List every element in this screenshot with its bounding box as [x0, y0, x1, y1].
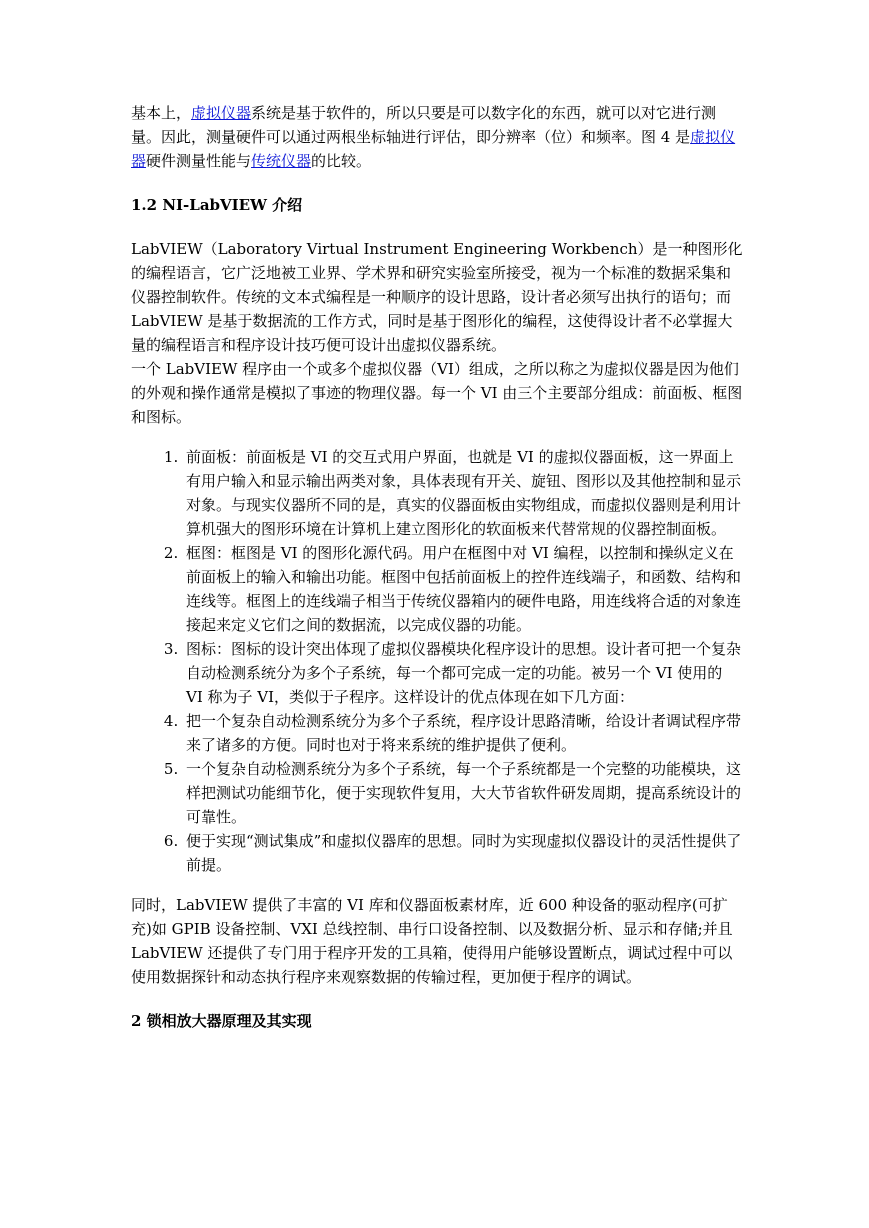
section-heading-2: 2 锁相放大器原理及其实现: [131, 1012, 312, 1030]
labview-vi-paragraph: 一个 LabVIEW 程序由一个或多个虚拟仪器（VI）组成，之所以称之为虚拟仪器是因为他们的外观和操作通常是模拟了事迹的物理仪器。每一个 VI 由三个主要部分组成：前面板、框图和图标。: [131, 360, 743, 426]
intro-text-1: 基本上，: [131, 104, 192, 122]
list-item: 3. 图标：图标的设计突出体现了虚拟仪器模块化程序设计的思想。设计者可把一个复杂自动检测系统分为多个子系统，每一个都可完成一定的功能。被另一个 VI 使用的 VI 称为子 VI，类似于子程序。这样设计的优点体现在如下几方面：: [183, 637, 743, 709]
spacer: [131, 217, 743, 237]
list-item: 5. 一个复杂自动检测系统分为多个子系统，每一个子系统都是一个完整的功能模块，这样把测试功能细节化，便于实现软件复用，大大节省软件研发周期，提高系统设计的可靠性。: [183, 757, 743, 829]
list-item: 4. 把一个复杂自动检测系统分为多个子系统，程序设计思路清晰，给设计者调试程序带来了诸多的方便。同时也对于将来系统的维护提供了便利。: [183, 709, 743, 757]
intro-text-4: 的比较。: [311, 152, 372, 170]
intro-text-3: 硬件测量性能与: [146, 152, 252, 170]
labview-library-paragraph: 同时，LabVIEW 提供了丰富的 VI 库和仪器面板素材库，近 600 种设备的驱动程序(可扩充)如 GPIB 设备控制、VXI 总线控制、串行口设备控制、以及数据分析、显示和存储;并且 LabVIEW 还提供了专门用于程序开发的工具箱，使得用户能够设置断点，调试过程中可以使用数据探针和动态执行程序来观察数据的传输过程，更加便于程序的调试。: [131, 896, 733, 986]
spacer: [131, 173, 743, 193]
link-virtual-instrument-2[interactable]: 虚拟仪器: [131, 128, 736, 170]
document-page: [131, 101, 743, 1033]
list-item: 6. 便于实现“测试集成”和虚拟仪器库的思想。同时为实现虚拟仪器设计的灵活性提供了前提。: [183, 829, 743, 877]
link-virtual-instrument-1[interactable]: 虚拟仪器: [191, 104, 252, 122]
list-item: 2. 框图：框图是 VI 的图形化源代码。用户在框图中对 VI 编程，以控制和操纵定义在前面板上的输入和输出功能。框图中包括前面板上的控件连线端子，和函数、结构和连线等。框图上的连线端子相当于传统仪器箱内的硬件电路，用连线将合适的对象连接起来定义它们之间的数据流，以完成仪器的功能。: [183, 541, 743, 637]
list-item: 1. 前面板：前面板是 VI 的交互式用户界面，也就是 VI 的虚拟仪器面板，这一界面上有用户输入和显示输出两类对象，具体表现有开关、旋钮、图形以及其他控制和显示对象。与现实仪器所不同的是，真实的仪器面板由实物组成，而虚拟仪器则是利用计算机强大的图形环境在计算机上建立图形化的软面板来代替常规的仪器控制面板。: [183, 445, 743, 541]
spacer: [131, 429, 743, 445]
link-traditional-instrument[interactable]: 传统仪器: [251, 152, 312, 170]
intro-text-2: 系统是基于软件的，所以只要是可以数字化的东西，就可以对它进行测量。因此，测量硬件可以通过两根坐标轴进行评估，即分辨率（位）和频率。图 4 是: [131, 104, 717, 146]
spacer: [131, 877, 743, 893]
section-heading-1-2: 1.2 NI-LabVIEW 介绍: [131, 196, 303, 214]
labview-intro-paragraph: LabVIEW（Laboratory Virtual Instrument Engineering Workbench）是一种图形化的编程语言，它广泛地被工业界、学术界和研究实验室所接受，视为一个标准的数据采集和仪器控制软件。传统的文本式编程是一种顺序的设计思路，设计者必须写出执行的语句；而 LabVIEW 是基于数据流的工作方式，同时是基于图形化的编程，这使得设计者不必掌握大量的编程语言和程序设计技巧便可设计出虚拟仪器系统。: [131, 240, 743, 354]
vi-components-list: [131, 445, 743, 877]
spacer: [131, 989, 743, 1009]
intro-paragraph: [131, 101, 743, 173]
